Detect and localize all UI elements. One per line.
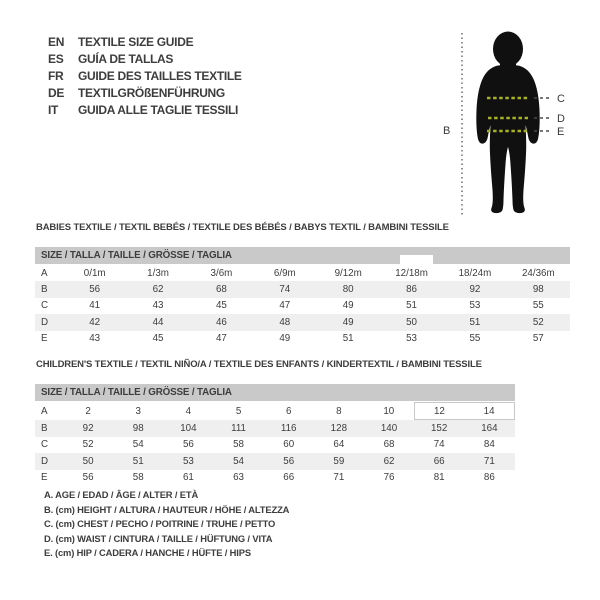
size-cell: 62 bbox=[383, 455, 395, 467]
language-code: IT bbox=[48, 103, 59, 117]
size-cell: 41 bbox=[89, 300, 101, 312]
size-cell: 62 bbox=[152, 284, 164, 296]
table-row bbox=[35, 470, 515, 486]
row-label: C bbox=[41, 439, 49, 451]
size-cell: 86 bbox=[483, 472, 495, 484]
row-label: D bbox=[41, 316, 49, 328]
measurement-legend bbox=[44, 488, 289, 561]
size-cell: 66 bbox=[283, 472, 295, 484]
size-cell: 59 bbox=[333, 455, 345, 467]
size-cell: 71 bbox=[483, 455, 495, 467]
language-row bbox=[48, 51, 242, 68]
table-row bbox=[35, 298, 570, 314]
size-cell: 98 bbox=[132, 422, 144, 434]
legend-line-age: A. AGE / EDAD / ÂGE / ALTER / ETÀ bbox=[44, 489, 199, 500]
size-cell: 43 bbox=[152, 300, 164, 312]
language-code: FR bbox=[48, 69, 64, 83]
size-cell: 42 bbox=[89, 316, 101, 328]
table-row bbox=[35, 265, 570, 281]
babies-size-table bbox=[35, 265, 570, 347]
table-row bbox=[35, 453, 515, 469]
hip-label: E bbox=[557, 126, 565, 138]
size-cell: 14 bbox=[464, 403, 514, 420]
legend-line-height: B. (cm) HEIGHT / ALTURA / HAUTEUR / HÖHE / ALTEZZA bbox=[44, 503, 290, 515]
size-cell: 52 bbox=[532, 316, 544, 328]
row-label: D bbox=[41, 455, 49, 467]
size-cell: 49 bbox=[279, 333, 291, 345]
size-cell: 152 bbox=[430, 423, 448, 435]
language-title: GUIDA ALLE TAGLIE TESSILI bbox=[78, 103, 239, 117]
size-cell: 55 bbox=[469, 333, 481, 345]
size-cell: 140 bbox=[380, 422, 398, 434]
legend-line-hip: E. (cm) HIP / CADERA / HANCHE / HÜFTE / HIPS bbox=[44, 547, 251, 558]
size-cell: 104 bbox=[180, 422, 197, 434]
size-cell: 50 bbox=[406, 316, 418, 328]
size-cell: 4 bbox=[185, 405, 192, 417]
babies-table-title: BABIES TEXTILE / TEXTIL BEBÉS / TEXTILE DES BÉBÉS / BABYS TEXTIL / BAMBINI TESSILE bbox=[36, 222, 449, 233]
size-cell: 24/36m bbox=[521, 267, 555, 279]
size-cell: 3 bbox=[135, 405, 141, 417]
size-cell: 3/6m bbox=[210, 267, 233, 279]
size-cell: 50 bbox=[82, 455, 94, 467]
size-cell: 47 bbox=[279, 300, 291, 312]
size-cell: 5 bbox=[235, 405, 242, 417]
size-cell: 51 bbox=[406, 300, 418, 312]
size-cell: 56 bbox=[82, 472, 94, 484]
size-cell: 56 bbox=[283, 455, 295, 467]
language-row bbox=[48, 85, 242, 102]
size-cell: 56 bbox=[89, 284, 101, 296]
size-cell: 56 bbox=[182, 439, 194, 451]
row-label: A bbox=[41, 405, 48, 417]
size-cell: 45 bbox=[215, 300, 227, 312]
children-size-header-bar: SIZE / TALLA / TAILLE / GRÖSSE / TAGLIA bbox=[35, 384, 515, 401]
size-cell: 76 bbox=[383, 472, 395, 484]
size-cell: 111 bbox=[231, 422, 246, 434]
size-cell: 74 bbox=[279, 284, 291, 296]
size-cell: 58 bbox=[233, 439, 244, 451]
size-cell: 98 bbox=[532, 284, 544, 296]
language-row bbox=[48, 68, 242, 85]
size-cell: 18/24m bbox=[458, 267, 492, 279]
size-cell: 12 bbox=[414, 403, 464, 420]
size-cell: 51 bbox=[132, 455, 144, 467]
size-cell: 58 bbox=[132, 472, 144, 484]
chest-label: C bbox=[557, 93, 565, 105]
language-row bbox=[48, 34, 242, 51]
size-cell: 53 bbox=[182, 455, 194, 467]
size-cell: 6 bbox=[285, 405, 292, 417]
size-cell: 52 bbox=[82, 439, 94, 451]
row-label: C bbox=[41, 300, 49, 312]
size-cell: 8 bbox=[336, 405, 342, 417]
size-cell: 164 bbox=[481, 423, 498, 435]
size-cell: 128 bbox=[330, 422, 348, 434]
language-title-list bbox=[48, 34, 242, 119]
child-silhouette bbox=[476, 32, 539, 214]
size-cell: 92 bbox=[469, 284, 481, 296]
size-cell: 71 bbox=[333, 472, 345, 484]
size-cell: 9/12m bbox=[334, 267, 362, 279]
size-cell: 80 bbox=[342, 284, 354, 296]
table-row bbox=[35, 403, 515, 420]
language-code: ES bbox=[48, 52, 64, 66]
size-cell: 6/9m bbox=[273, 267, 296, 279]
size-cell: 47 bbox=[215, 333, 227, 345]
size-cell: 68 bbox=[215, 284, 227, 296]
size-cell: 66 bbox=[433, 455, 445, 467]
size-cell: 0/1m bbox=[83, 267, 106, 279]
size-cell: 53 bbox=[469, 300, 481, 312]
row-label: E bbox=[41, 333, 48, 345]
size-cell: 43 bbox=[89, 333, 101, 345]
row-label: E bbox=[41, 472, 48, 484]
size-cell: 44 bbox=[152, 316, 164, 328]
size-cell: 1/3m bbox=[147, 267, 169, 279]
legend-line-waist: D. (cm) WAIST / CINTURA / TAILLE / HÜFTUNG / VITA bbox=[44, 532, 273, 544]
children-size-table bbox=[35, 402, 515, 486]
children-table-title: CHILDREN'S TEXTILE / TEXTIL NIÑO/A / TEXTILE DES ENFANTS / KINDERTEXTIL / BAMBINI TESSILE bbox=[36, 359, 482, 370]
size-cell: 49 bbox=[342, 316, 354, 328]
size-cell: 84 bbox=[483, 439, 495, 451]
table-row bbox=[35, 281, 570, 297]
size-cell: 116 bbox=[280, 422, 297, 434]
header-bar-notch bbox=[400, 255, 433, 264]
size-cell: 48 bbox=[279, 316, 291, 328]
size-cell: 74 bbox=[433, 439, 445, 451]
size-cell: 81 bbox=[433, 472, 445, 484]
row-label: B bbox=[41, 284, 48, 296]
language-row bbox=[48, 102, 242, 119]
table-row bbox=[35, 420, 515, 437]
size-cell: 10 bbox=[383, 405, 395, 417]
legend-line-chest: C. (cm) CHEST / PECHO / POITRINE / TRUHE / PETTO bbox=[44, 518, 276, 529]
size-cell: 46 bbox=[215, 316, 227, 328]
language-code: DE bbox=[48, 86, 65, 100]
size-cell: 60 bbox=[283, 439, 295, 451]
size-cell: 61 bbox=[182, 472, 194, 484]
child-measurement-figure bbox=[430, 12, 595, 227]
size-cell: 57 bbox=[532, 333, 544, 345]
language-title: TEXTILGRÖßENFÜHRUNG bbox=[78, 86, 225, 100]
size-cell: 55 bbox=[532, 300, 544, 312]
language-title: GUIDE DES TAILLES TEXTILE bbox=[78, 69, 242, 83]
size-cell: 2 bbox=[85, 405, 91, 417]
size-cell: 49 bbox=[342, 300, 354, 312]
size-cell: 64 bbox=[333, 439, 345, 451]
size-cell: 63 bbox=[233, 472, 244, 484]
size-cell: 92 bbox=[82, 422, 94, 434]
babies-size-header-bar: SIZE / TALLA / TAILLE / GRÖSSE / TAGLIA bbox=[35, 247, 570, 264]
size-cell: 51 bbox=[342, 333, 354, 345]
table-row bbox=[35, 331, 570, 347]
size-cell: 53 bbox=[406, 333, 418, 345]
language-title: GUÍA DE TALLAS bbox=[78, 52, 174, 66]
size-cell: 54 bbox=[132, 439, 144, 451]
language-title: TEXTILE SIZE GUIDE bbox=[78, 35, 194, 49]
height-label: B bbox=[443, 125, 451, 137]
size-cell: 86 bbox=[406, 284, 418, 296]
language-code: EN bbox=[48, 35, 65, 49]
size-cell: 68 bbox=[383, 439, 395, 451]
table-row bbox=[35, 314, 570, 330]
size-cell: 54 bbox=[233, 455, 244, 467]
size-cell: 45 bbox=[152, 333, 164, 345]
size-cell: 12/18m bbox=[395, 267, 428, 279]
row-label: A bbox=[41, 267, 48, 279]
table-row bbox=[35, 437, 515, 453]
size-cell: 51 bbox=[469, 316, 481, 328]
row-label: B bbox=[41, 422, 48, 434]
waist-label: D bbox=[557, 113, 565, 125]
